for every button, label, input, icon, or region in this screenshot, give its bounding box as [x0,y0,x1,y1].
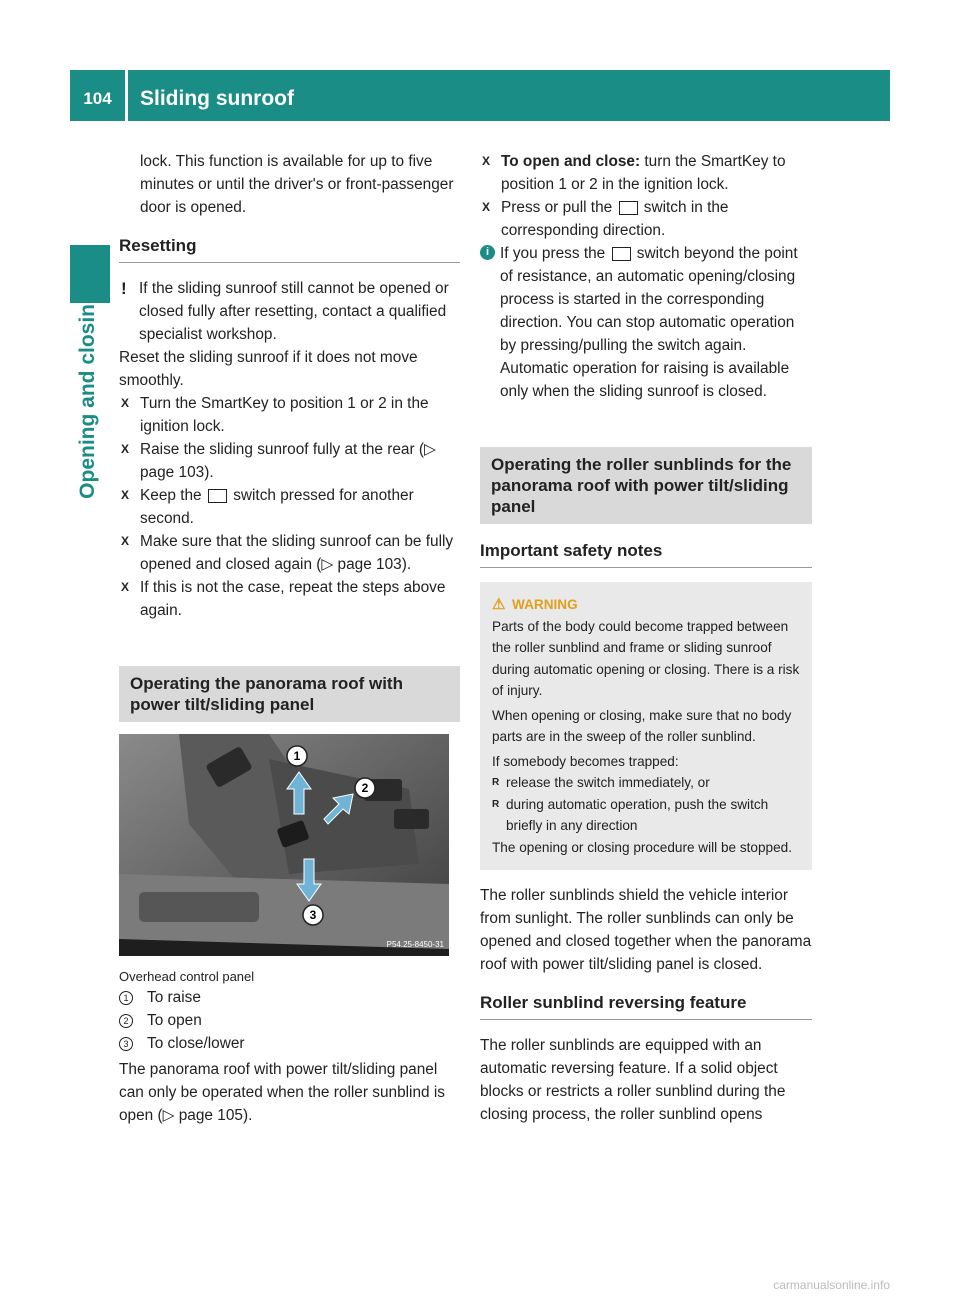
callout-1: 1 [293,749,301,763]
step-arrow-icon: X [482,154,491,168]
number-circle-icon: 2 [119,1014,133,1028]
left-column [119,150,460,1127]
warning-bullet: R release the switch immediately, or [492,772,802,794]
legend-item: 3 To close/lower [119,1032,460,1055]
photo-code: P54.25-8450-31 [386,940,444,949]
step-item: X To open and close: turn the SmartKey to position 1 or 2 in the ignition lock. [480,150,812,196]
switch-symbol-icon [619,201,638,215]
switch-symbol-icon [208,489,227,503]
step-item: X Make sure that the sliding sunroof can be fully opened and closed again (▷ page 103). [119,530,460,576]
step-item: X Raise the sliding sunroof fully at the rear (▷ page 103). [119,438,460,484]
warning-text: The opening or closing procedure will be stopped. [492,839,793,855]
header-divider [125,70,128,121]
number-circle-icon: 3 [119,1037,133,1051]
warning-text: When opening or closing, make sure that no body parts are in the sweep of the roller sunblind. [492,707,792,744]
side-tab-label: Opening and closing [76,291,99,499]
closing-paragraph: The panorama roof with power tilt/sliding panel can only be operated when the roller sunblind is open (▷ page 105). [119,1061,445,1124]
panorama-section-heading: Operating the panorama roof with power tilt/sliding panel [119,666,460,722]
legend-item: 2 To open [119,1009,460,1032]
step-arrow-icon: X [121,396,130,410]
reversing-paragraph: The roller sunblinds are equipped with an automatic reversing feature. If a solid object blocks or restricts a roller sunblind during the closing process, the roller sunblind opens [480,1037,786,1123]
warning-text: If somebody becomes trapped: [492,753,679,769]
step-item: X Turn the SmartKey to position 1 or 2 in the ignition lock. [119,392,460,438]
exclamation-icon: ! [121,279,127,298]
photo-caption: Overhead control panel [119,969,255,984]
sunblind-paragraph: The roller sunblinds shield the vehicle interior from sunlight. The roller sunblinds can only be opened and closed together when the panorama roof with power tilt/sliding panel is closed. [480,887,812,973]
resetting-heading: Resetting [119,234,460,263]
page-number: 104 [83,89,112,108]
right-column [480,150,812,1126]
callout-3: 3 [309,908,317,922]
step-arrow-icon: X [121,488,130,502]
reset-paragraph: Reset the sliding sunroof if it does not move smoothly. [119,349,418,389]
sunblind-section-heading: Operating the roller sunblinds for the panorama roof with power tilt/sliding panel [480,447,812,524]
overhead-control-panel-photo [119,734,449,956]
warning-title: ⚠ WARNING [492,594,802,616]
intro-text: lock. This function is available for up to five minutes or until the driver's or front-passenger door is opened. [140,153,454,216]
switch-symbol-icon [612,247,631,261]
info-note-2: Automatic operation for raising is available only when the sliding sunroof is closed. [500,360,790,400]
step-arrow-icon: X [482,200,491,214]
callout-2: 2 [361,781,369,795]
legend-item: 1 To raise [119,986,460,1009]
step-arrow-icon: X [121,442,130,456]
step-item: X If this is not the case, repeat the steps above again. [119,576,460,622]
warning-note: ! If the sliding sunroof still cannot be opened or closed fully after resetting, contact a qualified specialist workshop. [121,279,449,343]
warning-bullet: R during automatic operation, push the switch briefly in any direction [492,794,802,837]
safety-heading: Important safety notes [480,539,812,568]
page-title: Sliding sunroof [140,87,294,110]
warning-box [480,582,812,870]
info-note: i If you press the switch beyond the point of resistance, an automatic opening/closing process is started in the corresponding direction. You can stop automatic operation by pressing/pulling the switch again. [480,242,812,357]
reversing-heading: Roller sunblind reversing feature [480,991,812,1020]
warning-text: Parts of the body could become trapped between the roller sunblind and frame or sliding sunroof during automatic opening or closing. There is a risk of injury. [492,618,800,698]
bullet-icon: R [492,777,500,788]
footer-watermark: carmanualsonline.info [773,1278,890,1292]
step-item: X Press or pull the switch in the corresponding direction. [480,196,812,242]
step-arrow-icon: X [121,580,130,594]
bullet-icon: R [492,798,500,810]
warning-triangle-icon: ⚠ [492,596,506,613]
number-circle-icon: 1 [119,991,133,1005]
info-icon: i [480,245,495,260]
step-arrow-icon: X [121,534,130,548]
step-item: X Keep the switch pressed for another second. [119,484,460,530]
